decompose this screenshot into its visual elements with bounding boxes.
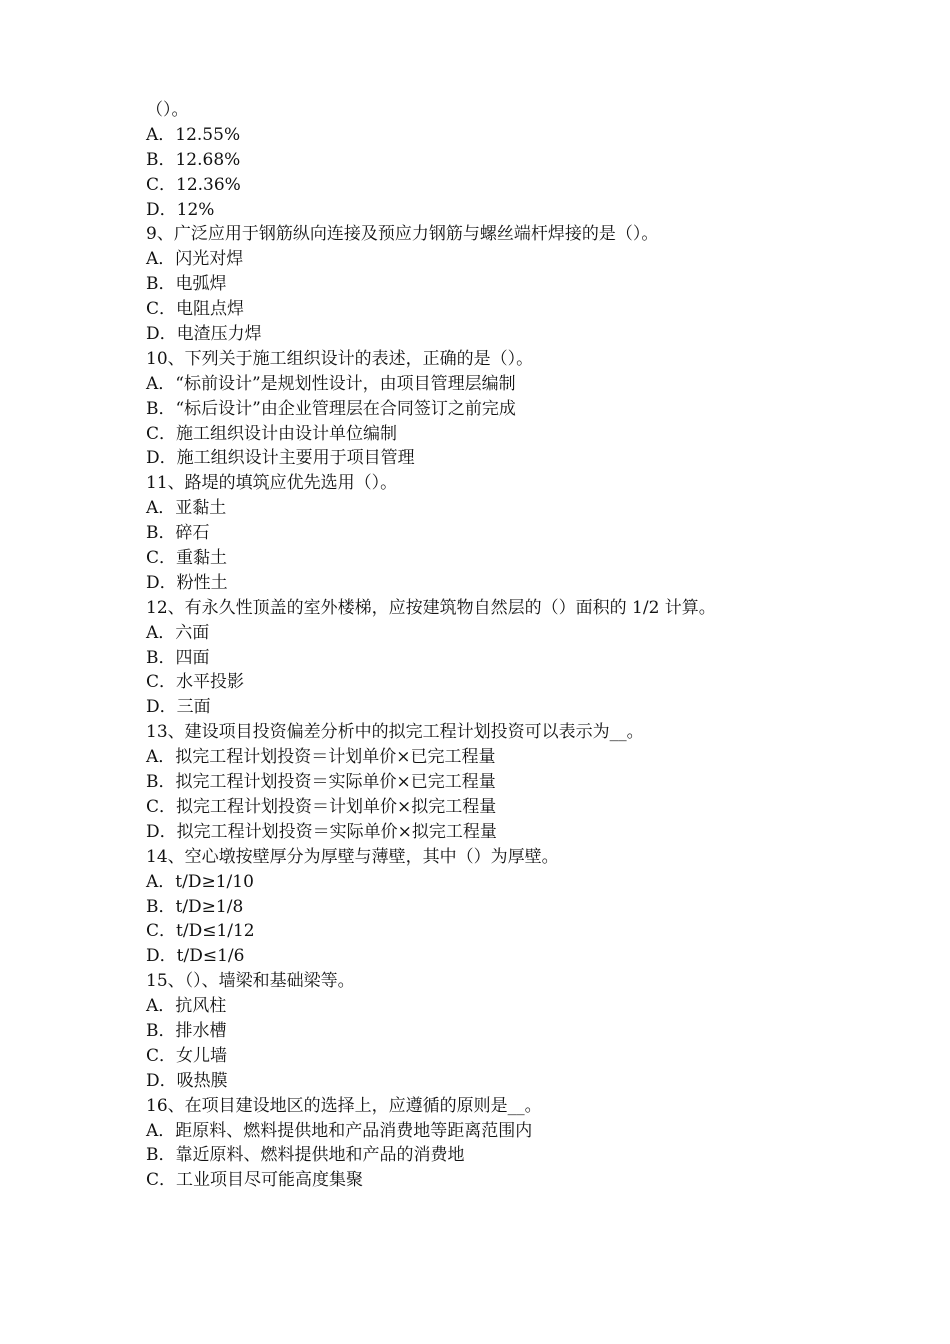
q13-option-a: A．拟完工程计划投资＝计划单价×已完工程量 bbox=[146, 747, 496, 768]
q16-option-a: A．距原料、燃料提供地和产品消费地等距离范围内 bbox=[146, 1120, 533, 1141]
question-list bbox=[146, 98, 846, 1193]
q11-option-d: D．粉性土 bbox=[146, 572, 228, 593]
question-10: 10、下列关于施工组织设计的表述，正确的是（）。 bbox=[146, 348, 534, 369]
q10-option-c: C．施工组织设计由设计单位编制 bbox=[146, 423, 398, 444]
q16-option-b: B．靠近原料、燃料提供地和产品的消费地 bbox=[146, 1145, 465, 1166]
q10-option-a: A．“标前设计”是规划性设计，由项目管理层编制 bbox=[146, 373, 516, 394]
q13-option-c: C．拟完工程计划投资＝计划单价×拟完工程量 bbox=[146, 796, 497, 817]
q14-option-d: D．t/D≤1/6 bbox=[146, 946, 245, 967]
q8-option-a: A．12.55% bbox=[146, 124, 241, 145]
q12-option-d: D．三面 bbox=[146, 697, 211, 718]
q11-option-c: C．重黏土 bbox=[146, 548, 228, 569]
q15-option-c: C．女儿墙 bbox=[146, 1045, 228, 1066]
q14-option-b: B．t/D≥1/8 bbox=[146, 896, 244, 917]
q16-option-c: C．工业项目尽可能高度集聚 bbox=[146, 1170, 364, 1191]
q14-option-c: C．t/D≤1/12 bbox=[146, 921, 255, 942]
q12-option-c: C．水平投影 bbox=[146, 672, 245, 693]
question-11: 11、路堤的填筑应优先选用（）。 bbox=[146, 473, 398, 494]
q9-option-b: B．电弧焊 bbox=[146, 274, 227, 295]
q13-option-b: B．拟完工程计划投资＝实际单价×已完工程量 bbox=[146, 772, 496, 793]
q9-option-a: A．闪光对焊 bbox=[146, 249, 244, 270]
q9-option-d: D．电渣压力焊 bbox=[146, 324, 262, 345]
q10-option-d: D．施工组织设计主要用于项目管理 bbox=[146, 448, 415, 469]
q15-option-b: B．排水槽 bbox=[146, 1020, 227, 1041]
question-16: 16、在项目建设地区的选择上，应遵循的原则是__。 bbox=[146, 1095, 542, 1116]
q14-option-a: A．t/D≥1/10 bbox=[146, 871, 254, 892]
q8-option-b: B．12.68% bbox=[146, 149, 241, 170]
q8-option-c: C．12.36% bbox=[146, 174, 241, 195]
question-14: 14、空心墩按壁厚分为厚壁与薄壁，其中（）为厚壁。 bbox=[146, 846, 559, 867]
q15-option-a: A．抗风柱 bbox=[146, 996, 227, 1017]
question-9: 9、广泛应用于钢筋纵向连接及预应力钢筋与螺丝端杆焊接的是（）。 bbox=[146, 224, 659, 245]
q13-option-d: D．拟完工程计划投资＝实际单价×拟完工程量 bbox=[146, 821, 497, 842]
q11-option-a: A．亚黏土 bbox=[146, 498, 227, 519]
q11-option-b: B．碎石 bbox=[146, 523, 210, 544]
question-15: 15、（）、墙梁和基础梁等。 bbox=[146, 971, 355, 992]
q8-option-d: D．12% bbox=[146, 199, 215, 220]
q12-option-b: B．四面 bbox=[146, 647, 210, 668]
question-13: 13、建设项目投资偏差分析中的拟完工程计划投资可以表示为__。 bbox=[146, 722, 644, 743]
question-12: 12、有永久性顶盖的室外楼梯，应按建筑物自然层的（）面积的 1/2 计算。 bbox=[146, 597, 716, 618]
q9-option-c: C．电阻点焊 bbox=[146, 299, 245, 320]
q12-option-a: A．六面 bbox=[146, 622, 210, 643]
q15-option-d: D．吸热膜 bbox=[146, 1070, 228, 1091]
question-8-stem-end: （）。 bbox=[146, 100, 189, 120]
q10-option-b: B．“标后设计”由企业管理层在合同签订之前完成 bbox=[146, 398, 516, 419]
